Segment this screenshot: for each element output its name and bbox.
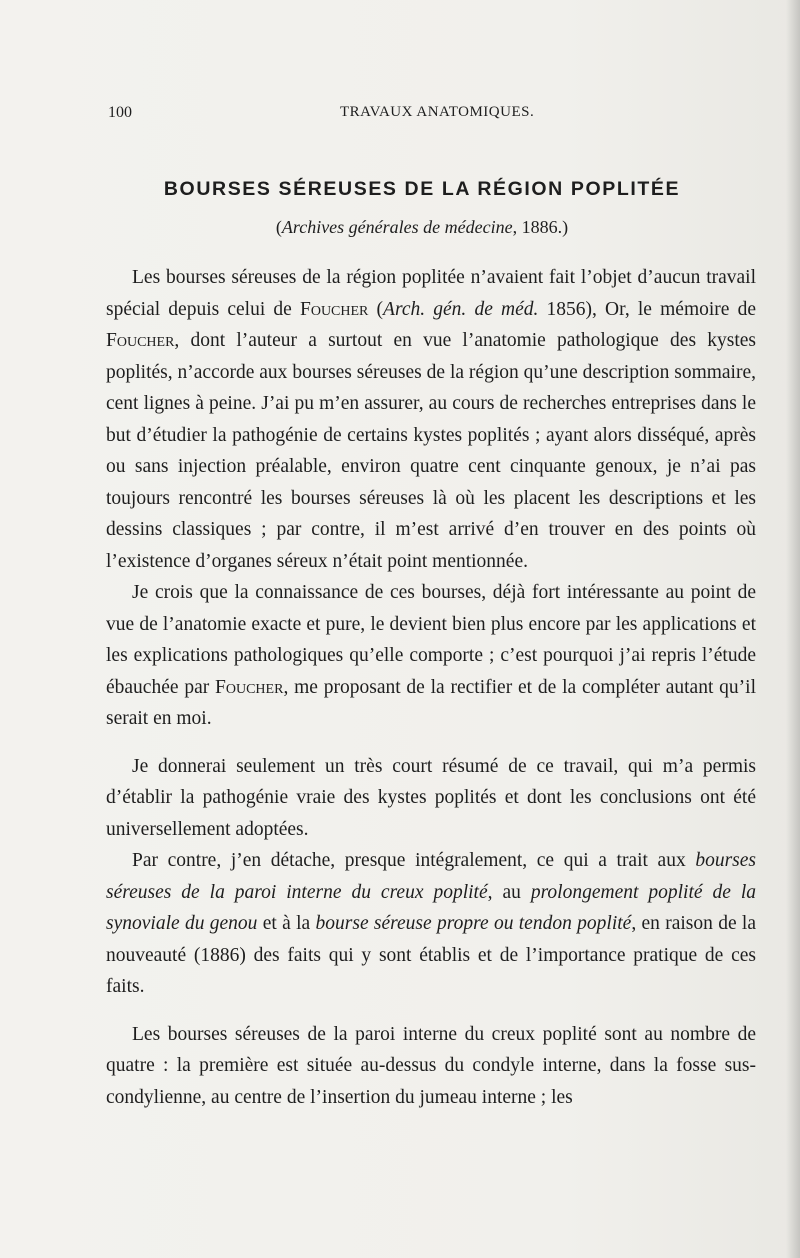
- p1-text-2: (: [368, 298, 384, 320]
- p4-text-4: , en raison de la nouveauté (1886) des faits qui y sont établis et de l’importance pratique de ces faits.: [106, 913, 756, 997]
- article-body: [106, 262, 756, 1113]
- article-title: BOURSES SÉREUSES DE LA RÉGION POPLITÉE: [163, 178, 681, 200]
- paragraph-2: [106, 577, 756, 735]
- p1-text-3: 1856), Or, le mémoire de: [538, 298, 756, 320]
- article-source: [122, 217, 722, 238]
- p4-text-1: Par contre, j’en détache, presque intégralement, ce qui a trait aux: [132, 850, 696, 871]
- p4-emphasis-2: prolongement poplité de la synoviale du genou: [106, 881, 756, 934]
- p4-emphasis-3: bourse séreuse propre ou tendon poplité: [315, 913, 632, 934]
- p4-emphasis-1: bourses séreuses de la paroi interne du creux poplité: [106, 850, 756, 903]
- paragraph-5: Les bourses séreuses de la paroi interne du creux poplité sont au nombre de quatre : la première est située au-dessus du condyle interne, dans la fosse sus-condylienne, au centre de l’insertion du jumeau interne ; les: [106, 1023, 756, 1108]
- paragraph-4: [106, 845, 756, 1003]
- page-edge-shadow: [786, 0, 800, 1258]
- source-year: , 1886.): [512, 217, 569, 237]
- running-head: TRAVAUX ANATOMIQUES.: [340, 104, 535, 120]
- p1-reference: Arch. gén. de méd.: [383, 298, 539, 320]
- p2-text-2: , me proposant de la rectifier et de la compléter autant qu’il serait en moi.: [106, 676, 756, 729]
- p1-author-foucher-2: Foucher: [106, 330, 175, 351]
- source-open-paren: (: [275, 217, 282, 237]
- p1-author-foucher: Foucher: [299, 298, 369, 320]
- p4-text-2: , au: [487, 881, 531, 903]
- p1-text-4: , dont l’auteur a surtout en vue l’anatomie pathologique des kystes poplités, n’accorde aux bourses séreuses de la région qu’une description sommaire, cent lignes à peine. J’ai pu m’en assurer, au cours de recherches entreprises dans le but d’étudier la pathogénie de certains kystes poplités ; ayant alors disséqué, après ou sans injection préalable, environ quatre cent cinquante genoux, je n’ai pas toujours rencontré les bourses séreuses là où les placent les descriptions et les dessins classiques ; par contre, il m’est arrivé d’en trouver en des points où l’existence d’organes séreux n’était point mentionnée.: [106, 330, 756, 572]
- paragraph-1: [106, 262, 756, 577]
- p2-author-foucher: Foucher: [215, 676, 284, 698]
- p2-text-1: Je crois que la connaissance de ces bourses, déjà fort intéressante au point de vue de l’anatomie exacte et pure, le devient bien plus encore par les applications et les explications pathologiques qu’elle comporte ; c’est pourquoi j’ai repris l’étude ébauchée par: [106, 582, 756, 698]
- p4-text-3: et à la: [257, 913, 316, 934]
- page-number: 100: [108, 104, 132, 121]
- source-journal: Archives générales de médecine: [281, 217, 513, 237]
- page-header: [108, 100, 708, 130]
- p1-text-1: Les bourses séreuses de la région poplitée n’avaient fait l’objet d’aucun travail spécial depuis celui de: [106, 267, 756, 320]
- paragraph-3: Je donnerai seulement un très court résumé de ce travail, qui m’a permis d’établir la pathogénie vraie des kystes poplités et dont les conclusions ont été universellement adoptées.: [106, 755, 756, 840]
